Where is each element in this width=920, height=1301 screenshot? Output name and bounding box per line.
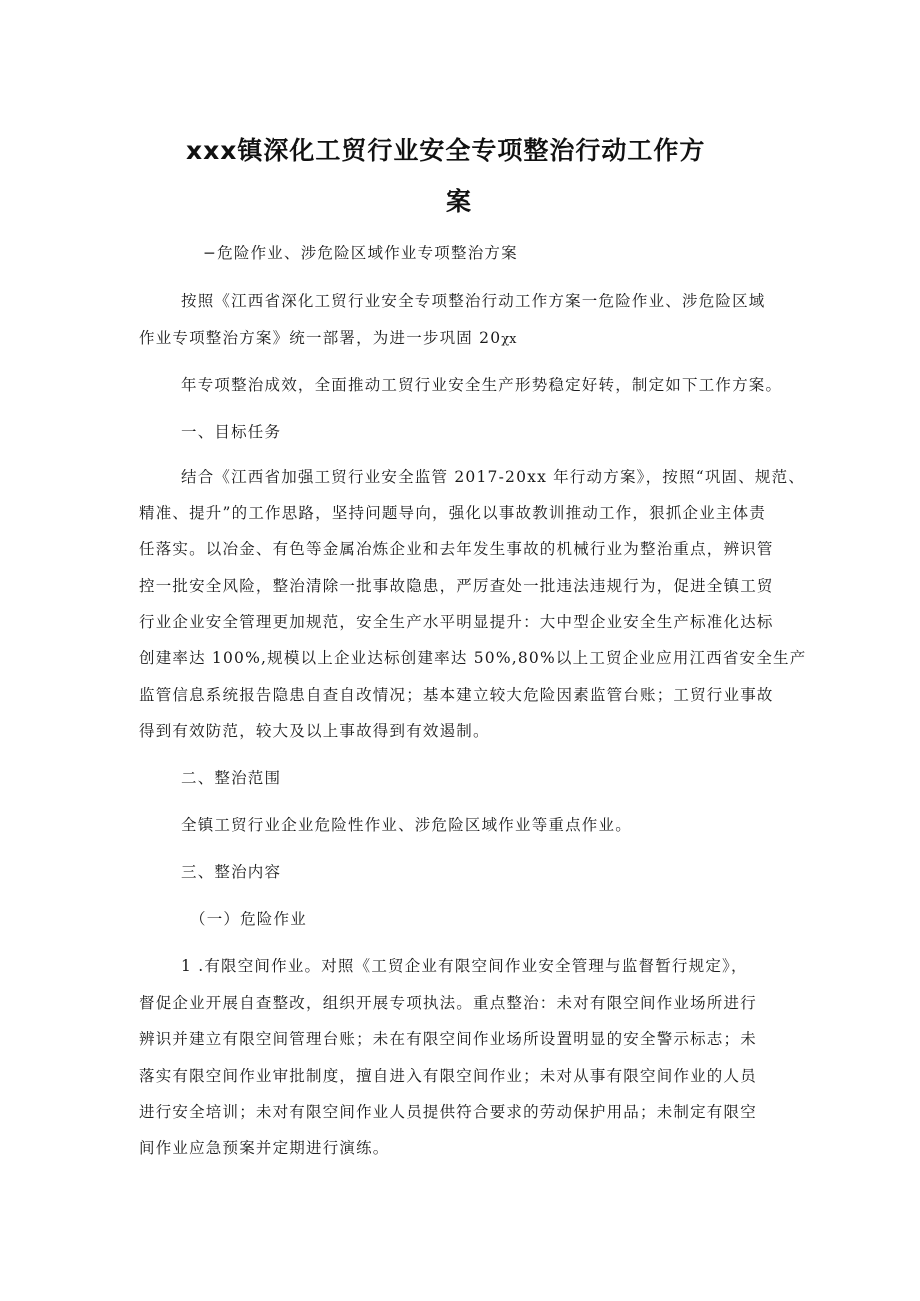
document-title-line-2: 案: [446, 187, 473, 216]
section-2-heading: 二、整治范围: [181, 769, 282, 787]
section-1-line: 创建率达 100%,规模以上企业达标创建率达 50%,80%以上工贸企业应用江西省安全生产: [139, 649, 807, 667]
section-1-line: 任落实。以冶金、有色等金属冶炼企业和去年发生事故的机械行业为整治重点，辨识管: [139, 540, 774, 558]
section-3-item-line: 1 .有限空间作业。对照《工贸企业有限空间作业安全管理与监督暂行规定》，: [181, 957, 748, 975]
section-3-subheading: （一）危险作业: [190, 910, 307, 928]
section-3-item-line: 督促企业开展自查整改，组织开展专项执法。重点整治：未对有限空间作业场所进行: [139, 994, 757, 1012]
section-3-heading: 三、整治内容: [181, 863, 282, 881]
section-2-line: 全镇工贸行业企业危险性作业、涉危险区域作业等重点作业。: [181, 816, 632, 834]
document-subtitle: −危险作业、涉危险区域作业专项整治方案: [203, 244, 518, 262]
intro-line-1: 按照《江西省深化工贸行业安全专项整治行动工作方案一危险作业、涉危险区域: [181, 292, 766, 310]
intro-line-2-tail: χx: [501, 332, 517, 347]
section-1-line: 控一批安全风险，整治清除一批事故隐患，严厉查处一批违法违规行为，促进全镇工贸: [139, 577, 774, 595]
section-1-line: 结合《江西省加强工贸行业安全监管 2017-20xx 年行动方案》，按照“巩固、规范、: [181, 468, 806, 486]
intro-line-3: 年专项整治成效，全面推动工贸行业安全生产形势稳定好转，制定如下工作方案。: [181, 376, 783, 394]
intro-line-2-main: 作业专项整治方案》统一部署，为进一步巩固 20: [139, 329, 502, 347]
intro-line-2: [139, 328, 516, 350]
section-1-line: 监管信息系统报告隐患自查自改情况；基本建立较大危险因素监管台账；工贸行业事故: [139, 686, 774, 704]
section-3-item-line: 进行安全培训；未对有限空间作业人员提供符合要求的劳动保护用品；未制定有限空: [139, 1103, 757, 1121]
document-title-line-1: xxx镇深化工贸行业安全专项整治行动工作方: [186, 136, 706, 165]
section-3-item-line: 辨识并建立有限空间管理台账；未在有限空间作业场所设置明显的安全警示标志；未: [139, 1030, 757, 1048]
section-3-item-line: 落实有限空间作业审批制度，擅自进入有限空间作业；未对从事有限空间作业的人员: [139, 1067, 757, 1085]
section-1-line: 行业企业安全管理更加规范，安全生产水平明显提升：大中型企业安全生产标准化达标: [139, 613, 774, 631]
section-1-heading: 一、目标任务: [181, 423, 282, 441]
section-1-line: 得到有效防范，较大及以上事故得到有效遏制。: [139, 722, 490, 740]
section-1-line: 精准、提升”的工作思路，坚持问题导向，强化以事故教训推动工作，狠抓企业主体责: [139, 504, 767, 522]
section-3-item-line: 间作业应急预案并定期进行演练。: [139, 1139, 390, 1157]
